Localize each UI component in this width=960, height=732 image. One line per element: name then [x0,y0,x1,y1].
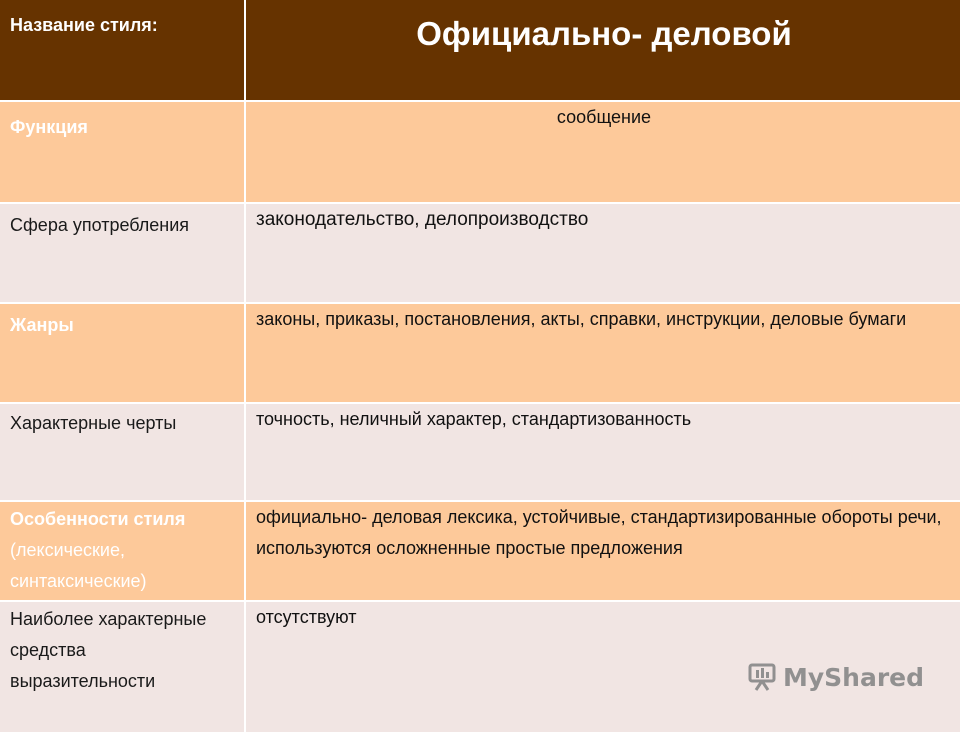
row-genres-value-cell [246,304,960,402]
row-sphere-label: Сфера употребления [10,215,190,235]
row-expressive-value: отсутствуют [256,607,357,627]
row-function-label-cell [0,102,244,202]
row-peculiarities-value-cell [246,502,960,600]
row-expressive-label: Наиболее характерные средства выразительности [10,609,207,691]
row-features-value-cell [246,404,960,500]
row-genres-label: Жанры [10,315,74,335]
row-genres-value: законы, приказы, постановления, акты, справки, инструкции, деловые бумаги [256,309,907,329]
myshared-watermark [747,662,924,692]
style-name-value: Официально- деловой [416,15,792,52]
header-value-cell [246,0,960,100]
row-sphere-label-cell [0,204,244,302]
row-sphere-value-cell [246,204,960,302]
row-genres-label-cell [0,304,244,402]
watermark-text: MyShared [782,662,924,692]
presentation-icon [747,662,777,692]
header-label-cell [0,0,244,100]
style-name-label: Название стиля: [10,15,158,35]
row-peculiarities-label: Особенности стиля [10,509,186,529]
row-expressive-label-cell [0,602,244,732]
row-peculiarities-sublabel: (лексические, синтаксические) [10,540,147,591]
row-features-value: точность, неличный характер, стандартизованность [256,409,692,429]
row-function-value-cell [246,102,960,202]
row-features-label-cell [0,404,244,500]
row-sphere-value: законодательство, делопроизводство [256,209,589,230]
row-peculiarities-value: официально- деловая лексика, устойчивые, стандартизированные обороты речи, используются осложненные простые предложения [256,507,942,558]
row-features-label: Характерные черты [10,413,177,433]
row-function-value: сообщение [556,107,652,127]
row-function-label: Функция [10,117,88,137]
row-peculiarities-label-cell [0,502,244,600]
